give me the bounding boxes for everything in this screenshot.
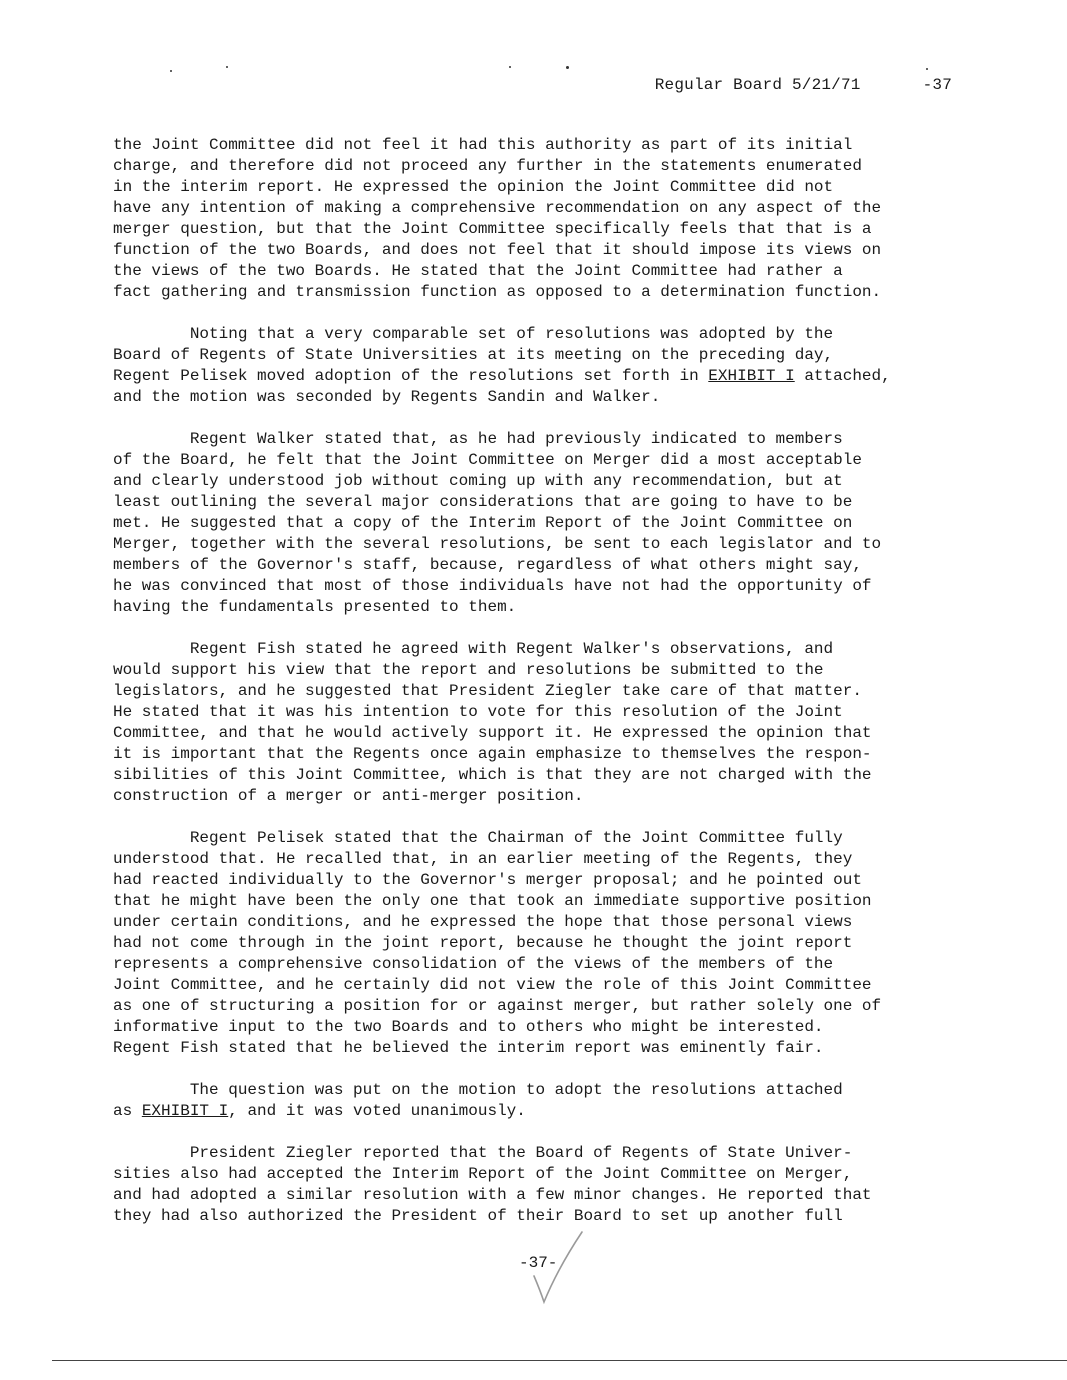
text-line: of the Board, he felt that the Joint Committee on Merger did a most acceptable [113,451,862,469]
text-line: Regent Fish stated he agreed with Regent Walker's observations, and [113,640,834,658]
text-line: least outlining the several major considerations that are going to have to be [113,493,853,511]
paragraph-3 [113,429,963,618]
text-line: would support his view that the report and resolutions be submitted to the [113,661,824,679]
text-line: have any intention of making a comprehensive recommendation on any aspect of the [113,199,882,217]
paragraph-6 [113,1080,963,1122]
text-line: as one of structuring a position for or against merger, but rather solely one of [113,997,882,1015]
paragraph-7 [113,1143,963,1227]
text-line: and clearly understood job without coming up with any recommendation, but at [113,472,843,490]
text-line: charge, and therefore did not proceed any further in the statements enumerated [113,157,862,175]
text-line: merger question, but that the Joint Committee specifically feels that that is a [113,220,872,238]
text-line: they had also authorized the President of their Board to set up another full [113,1207,843,1225]
document-body [113,135,963,1248]
text-line-with-exhibit [113,366,963,387]
text-line: had not come through in the joint report, because he thought the joint report [113,934,853,952]
text-line: met. He suggested that a copy of the Interim Report of the Joint Committee on [113,514,853,532]
text-line: represents a comprehensive consolidation of the views of the members of the [113,955,834,973]
text-line: having the fundamentals presented to them. [113,598,517,616]
text-line: informative input to the two Boards and to others who might be interested. [113,1018,824,1036]
header-title: Regular Board 5/21/71 [654,76,861,94]
paragraph-2 [113,324,963,408]
scan-speck [226,66,228,68]
text-line: members of the Governor's staff, because, regardless of what others might say, [113,556,862,574]
text-line: understood that. He recalled that, in an earlier meeting of the Regents, they [113,850,853,868]
text-line: function of the two Boards, and does not feel that it should impose its views on [113,241,882,259]
text-line: he was convinced that most of those individuals have not had the opportunity of [113,577,872,595]
text-line: Board of Regents of State Universities at its meeting on the preceding day, [113,346,834,364]
page-header [655,76,952,94]
text-line: legislators, and he suggested that President Ziegler take care of that matter. [113,682,862,700]
text-line: in the interim report. He expressed the opinion the Joint Committee did not [113,178,834,196]
footer-page-number: -37- [519,1254,558,1272]
text-line: the Joint Committee did not feel it had this authority as part of its initial [113,136,853,154]
text-line: construction of a merger or anti-merger position. [113,787,584,805]
scan-bottom-edge [52,1360,1067,1361]
text-line-tail: , and it was voted unanimously. [228,1102,526,1120]
exhibit-reference: EXHIBIT I [141,1102,229,1120]
text-line: sibilities of this Joint Committee, which is that they are not charged with the [113,766,872,784]
scan-speck [566,66,569,69]
text-line: Merger, together with the several resolutions, be sent to each legislator and to [113,535,882,553]
text-line: as [113,1102,142,1120]
scan-speck [170,70,172,72]
paragraph-1 [113,135,963,303]
text-line: He stated that it was his intention to vote for this resolution of the Joint [113,703,843,721]
exhibit-reference: EXHIBIT I [708,367,795,385]
text-line: Joint Committee, and he certainly did not view the role of this Joint Committee [113,976,872,994]
text-line: under certain conditions, and he expressed the hope that those personal views [113,913,853,931]
text-line: sities also had accepted the Interim Report of the Joint Committee on Merger, [113,1165,853,1183]
header-page-ref: -37 [922,76,952,94]
text-line: Regent Walker stated that, as he had previously indicated to members [113,430,843,448]
text-line: it is important that the Regents once again emphasize to themselves the respon- [113,745,872,763]
text-line: Regent Pelisek stated that the Chairman of the Joint Committee fully [113,829,843,847]
text-line: Regent Pelisek moved adoption of the resolutions set forth in [113,367,709,385]
text-line: had reacted individually to the Governor's merger proposal; and he pointed out [113,871,862,889]
text-line: The question was put on the motion to adopt the resolutions attached [113,1081,843,1099]
text-line: the views of the two Boards. He stated that the Joint Committee had rather a [113,262,843,280]
text-line: Regent Fish stated that he believed the interim report was eminently fair. [113,1039,824,1057]
text-line: and the motion was seconded by Regents Sandin and Walker. [113,388,661,406]
text-line: fact gathering and transmission function as opposed to a determination function. [113,283,882,301]
paragraph-4 [113,639,963,807]
scan-speck [926,68,928,70]
text-line: Committee, and that he would actively support it. He expressed the opinion that [113,724,872,742]
text-line: and had adopted a similar resolution with a few minor changes. He reported that [113,1186,872,1204]
paragraph-5 [113,828,963,1059]
text-line-with-exhibit [113,1101,963,1122]
text-line: Noting that a very comparable set of resolutions was adopted by the [113,325,834,343]
scan-speck [509,66,511,68]
text-line: President Ziegler reported that the Board of Regents of State Univer- [113,1144,853,1162]
text-line: that he might have been the only one that took an immediate supportive position [113,892,872,910]
text-line-tail: attached, [794,367,891,385]
